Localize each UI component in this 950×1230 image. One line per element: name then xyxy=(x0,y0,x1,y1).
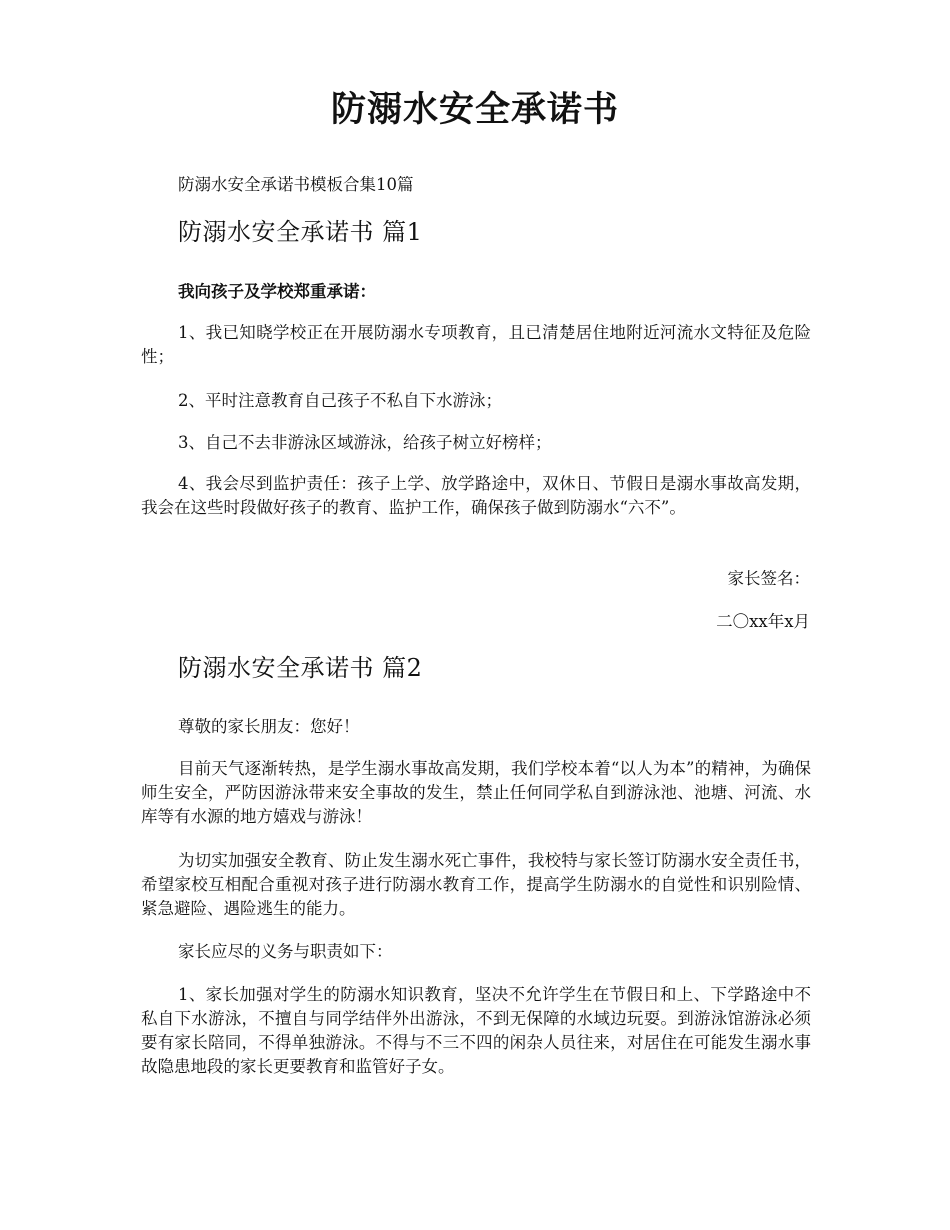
signature-date: 二〇xx年x月 xyxy=(716,612,810,631)
section-2-heading: 防溺水安全承诺书 篇2 xyxy=(178,654,423,682)
section-1-item-2: 2、平时注意教育自己孩子不私自下水游泳； xyxy=(178,391,502,410)
document-subtitle: 防溺水安全承诺书模板合集10篇 xyxy=(178,175,414,194)
section-2-duties-intro: 家长应尽的义务与职责如下： xyxy=(178,942,393,961)
parent-signature-label: 家长签名： xyxy=(727,569,810,588)
section-2-greeting: 尊敬的家长朋友：您好！ xyxy=(178,717,360,736)
section-1-item-3: 3、自己不去非游泳区域游泳，给孩子树立好榜样； xyxy=(178,433,552,452)
section-1-intro: 我向孩子及学校郑重承诺： xyxy=(178,282,376,301)
section-1-heading: 防溺水安全承诺书 篇1 xyxy=(178,218,423,246)
section-2-paragraph-2: 为切实加强安全教育、防止发生溺水死亡事件，我校特与家长签订防溺水安全责任书，希望家校互相配合重视对孩子进行防溺水教育工作，提高学生防溺水的自觉性和识别险情、紧急避险、遇险逃生的能力。 xyxy=(141,851,811,918)
section-2-duty-1: 1、家长加强对学生的防溺水知识教育，坚决不允许学生在节假日和上、下学路途中不私自下水游泳，不擅自与同学结伴外出游泳，不到无保障的水域边玩耍。到游泳馆游泳必须要有家长陪同，不得单独游泳。不得与不三不四的闲杂人员往来，对居住在可能发生溺水事故隐患地段的家长更要教育和监管好子女。 xyxy=(141,985,811,1076)
document-title: 防溺水安全承诺书 xyxy=(330,89,619,130)
section-1-item-4: 4、我会尽到监护责任：孩子上学、放学路途中，双休日、节假日是溺水事故高发期，我会在这些时段做好孩子的教育、监护工作，确保孩子做到防溺水“六不”。 xyxy=(141,474,811,517)
section-1-item-1: 1、我已知晓学校正在开展防溺水专项教育，且已清楚居住地附近河流水文特征及危险性； xyxy=(141,323,811,366)
section-2-paragraph-1: 目前天气逐渐转热，是学生溺水事故高发期，我们学校本着“以人为本”的精神，为确保师生安全，严防因游泳带来安全事故的发生，禁止任何同学私自到游泳池、池塘、河流、水库等有水源的地方嬉戏与游泳！ xyxy=(141,759,811,826)
